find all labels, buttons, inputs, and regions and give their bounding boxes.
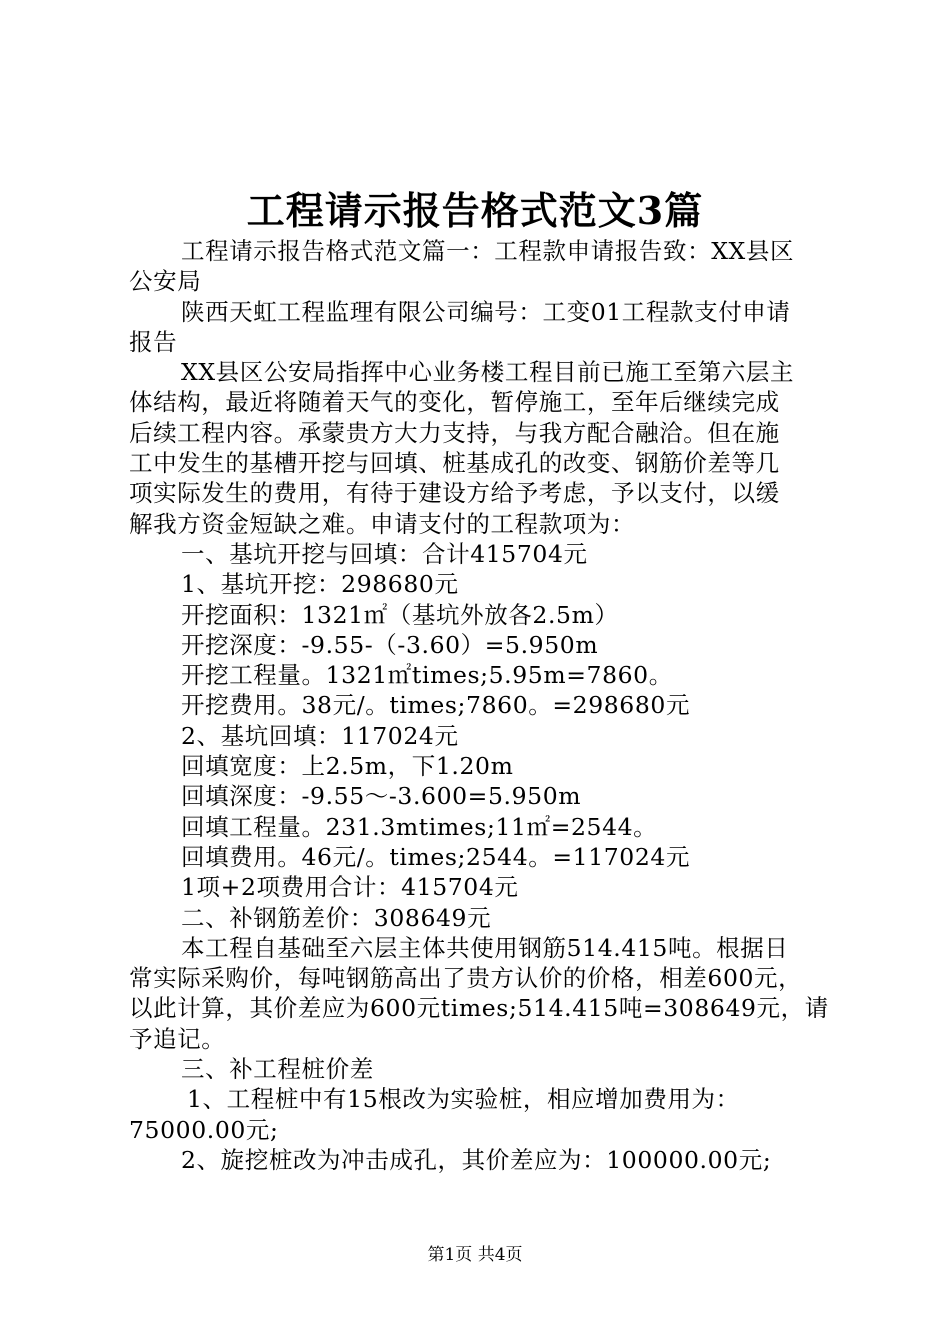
paragraph-line: 后续工程内容。承蒙贵方大力支持，与我方配合融洽。但在施 xyxy=(129,418,780,447)
document-body xyxy=(129,236,833,1175)
paragraph-line: 常实际采购价，每吨钢筋高出了贵方认价的价格，相差600元， xyxy=(129,964,803,993)
paragraph-line: 开挖工程量。1321㎡times;5.95m=7860。 xyxy=(181,661,673,690)
paragraph-line: 开挖深度：-9.55-（-3.60）=5.950m xyxy=(181,630,599,659)
paragraph-line: 1、工程桩中有15根改为实验桩，相应增加费用为： xyxy=(187,1085,740,1114)
paragraph-line: 2、旋挖桩改为冲击成孔，其价差应为：100000.00元; xyxy=(181,1145,772,1174)
paragraph-line: 以此计算，其价差应为600元times;514.415吨=308649元，请 xyxy=(129,994,829,1023)
paragraph-line: 开挖面积：1321㎡（基坑外放各2.5m） xyxy=(181,600,619,629)
paragraph-line: 二、补钢筋差价：308649元 xyxy=(181,903,492,932)
paragraph-line: 回填宽度：上2.5m，下1.20m xyxy=(181,752,514,781)
paragraph-line: 工中发生的基槽开挖与回填、桩基成孔的改变、钢筋价差等几 xyxy=(129,449,780,478)
paragraph-line: 公安局 xyxy=(129,267,202,296)
paragraph-line: 1、基坑开挖：298680元 xyxy=(181,570,459,599)
paragraph-line: 三、补工程桩价差 xyxy=(181,1055,374,1084)
page-footer: 第1页 共4页 xyxy=(427,1245,523,1265)
paragraph-line: 本工程自基础至六层主体共使用钢筋514.415吨。根据日 xyxy=(181,933,789,962)
paragraph-line: 一、基坑开挖与回填：合计415704元 xyxy=(181,539,588,568)
document-title: 工程请示报告格式范文3篇 xyxy=(246,188,704,233)
paragraph-line: 体结构，最近将随着天气的变化，暂停施工，至年后继续完成 xyxy=(129,388,780,417)
paragraph-line: 报告 xyxy=(129,327,178,356)
paragraph-line: 陕西天虹工程监理有限公司编号：工变01工程款支付申请 xyxy=(181,297,791,326)
paragraph-line: 项实际发生的费用，有待于建设方给予考虑，予以支付，以缓 xyxy=(129,479,780,508)
paragraph-line: 75000.00元; xyxy=(129,1115,279,1144)
paragraph-line: 解我方资金短缺之难。申请支付的工程款项为： xyxy=(129,509,636,538)
paragraph-line: 2、基坑回填：117024元 xyxy=(181,721,459,750)
paragraph-line: 回填深度：-9.55～-3.600=5.950m xyxy=(181,782,582,811)
paragraph-line: 开挖费用。38元/。times;7860。=298680元 xyxy=(181,691,691,720)
paragraph-line: 予追记。 xyxy=(129,1024,226,1053)
paragraph-line: 回填费用。46元/。times;2544。=117024元 xyxy=(181,842,691,871)
paragraph-line: 回填工程量。231.3mtimes;11㎡=2544。 xyxy=(181,812,658,841)
paragraph-line: 工程请示报告格式范文篇一：工程款申请报告致：XX县区 xyxy=(181,237,795,265)
paragraph-line: 1项+2项费用合计：415704元 xyxy=(181,873,519,902)
paragraph-line: XX县区公安局指挥中心业务楼工程目前已施工至第六层主 xyxy=(181,358,795,387)
